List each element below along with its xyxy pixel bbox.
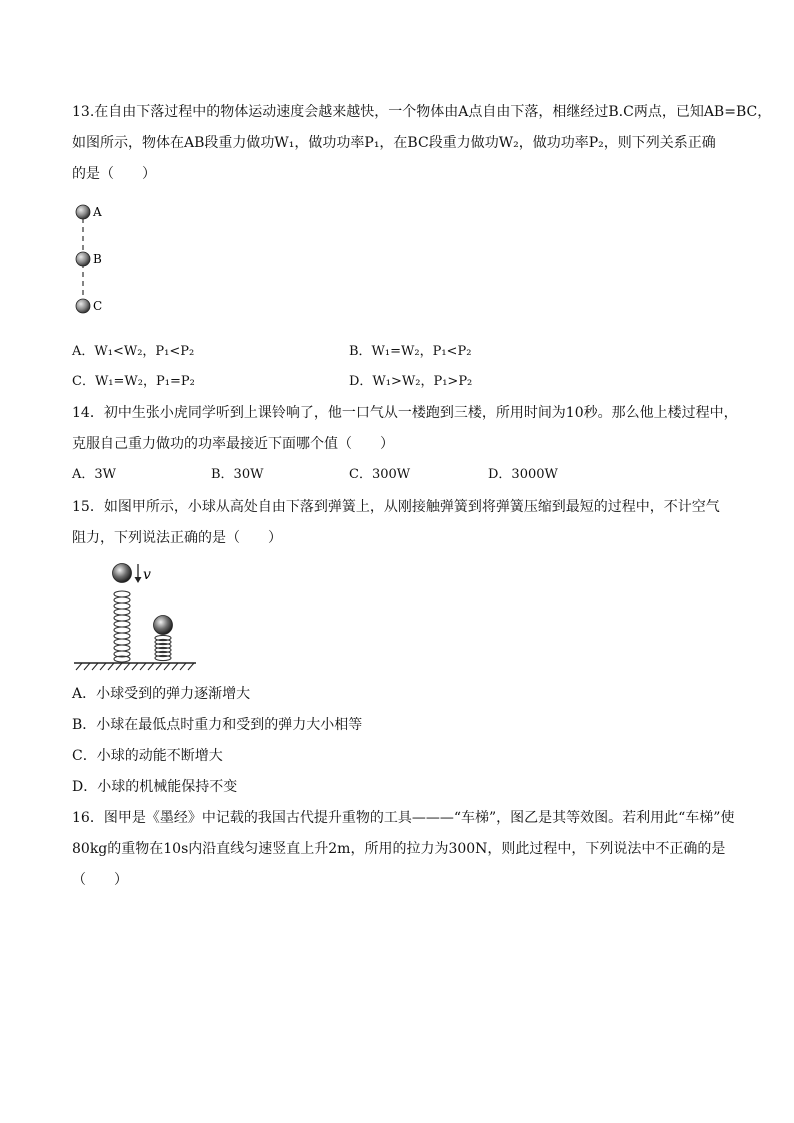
q15-option-d: D．小球的机械能保持不变	[72, 779, 238, 795]
point-b-label: B	[93, 252, 102, 266]
q14-option-b: B．30W	[211, 467, 264, 482]
point-a-ball	[76, 205, 90, 219]
point-c-label: C	[93, 299, 103, 313]
q14-text-line-1: 14．初中生张小虎同学听到上课铃响了，他一口气从一楼跑到三楼，所用时间为10秒。那么他上楼过程中，	[72, 405, 738, 421]
q13-falling-points-figure	[70, 200, 130, 320]
q15-option-a: A．小球受到的弹力逐渐增大	[72, 686, 251, 702]
q13-text-line-3: 的是（ ）	[72, 166, 156, 182]
compressed-spring	[155, 635, 171, 660]
q15-text-line-1: 15．如图甲所示，小球从高处自由下落到弹簧上，从刚接触弹簧到将弹簧压缩到最短的过程中，不计空气	[72, 499, 720, 515]
tall-spring	[114, 591, 130, 662]
q13-option-c: C．W₁=W₂，P₁=P₂	[72, 374, 195, 389]
q14-text-line-2: 克服自己重力做功的功率最接近下面哪个值（ ）	[72, 436, 394, 452]
q15-ball-spring-figure	[72, 558, 202, 674]
q15-text-line-2: 阻力，下列说法正确的是（ ）	[72, 530, 282, 546]
point-b-ball	[76, 252, 90, 266]
q14-option-c: C．300W	[349, 467, 411, 482]
q14-option-d: D．3000W	[488, 467, 558, 482]
q14-option-a: A．3W	[72, 467, 117, 482]
q15-option-c: C．小球的动能不断增大	[72, 748, 223, 764]
velocity-label: v	[143, 567, 151, 583]
q13-option-d: D．W₁>W₂，P₁>P₂	[349, 374, 473, 389]
q13-option-a: A．W₁<W₂，P₁<P₂	[72, 344, 195, 359]
q15-option-b: B．小球在最低点时重力和受到的弹力大小相等	[72, 717, 363, 733]
ground-hatching	[76, 663, 194, 670]
point-c-ball	[76, 299, 90, 313]
falling-ball	[113, 564, 132, 583]
q13-text-line-2: 如图所示，物体在AB段重力做功W₁，做功功率P₁，在BC段重力做功W₂，做功功率P₂，则下列关系正确	[72, 135, 716, 151]
q16-text-line-3: （ ）	[72, 872, 128, 888]
q16-text-line-2: 80kg的重物在10s内沿直线匀速竖直上升2m，所用的拉力为300N，则此过程中，下列说法中不正确的是	[72, 841, 726, 857]
q16-text-line-1: 16．图甲是《墨经》中记载的我国古代提升重物的工具———“车梯”，图乙是其等效图。若利用此“车梯”使	[72, 810, 735, 826]
ball-on-compressed-spring	[154, 616, 173, 635]
q13-option-b: B．W₁=W₂，P₁<P₂	[349, 344, 472, 359]
q13-text-line-1: 13.在自由下落过程中的物体运动速度会越来越快，一个物体由A点自由下落，相继经过B.C两点，已知AB=BC，	[72, 104, 772, 120]
point-a-label: A	[93, 205, 102, 219]
